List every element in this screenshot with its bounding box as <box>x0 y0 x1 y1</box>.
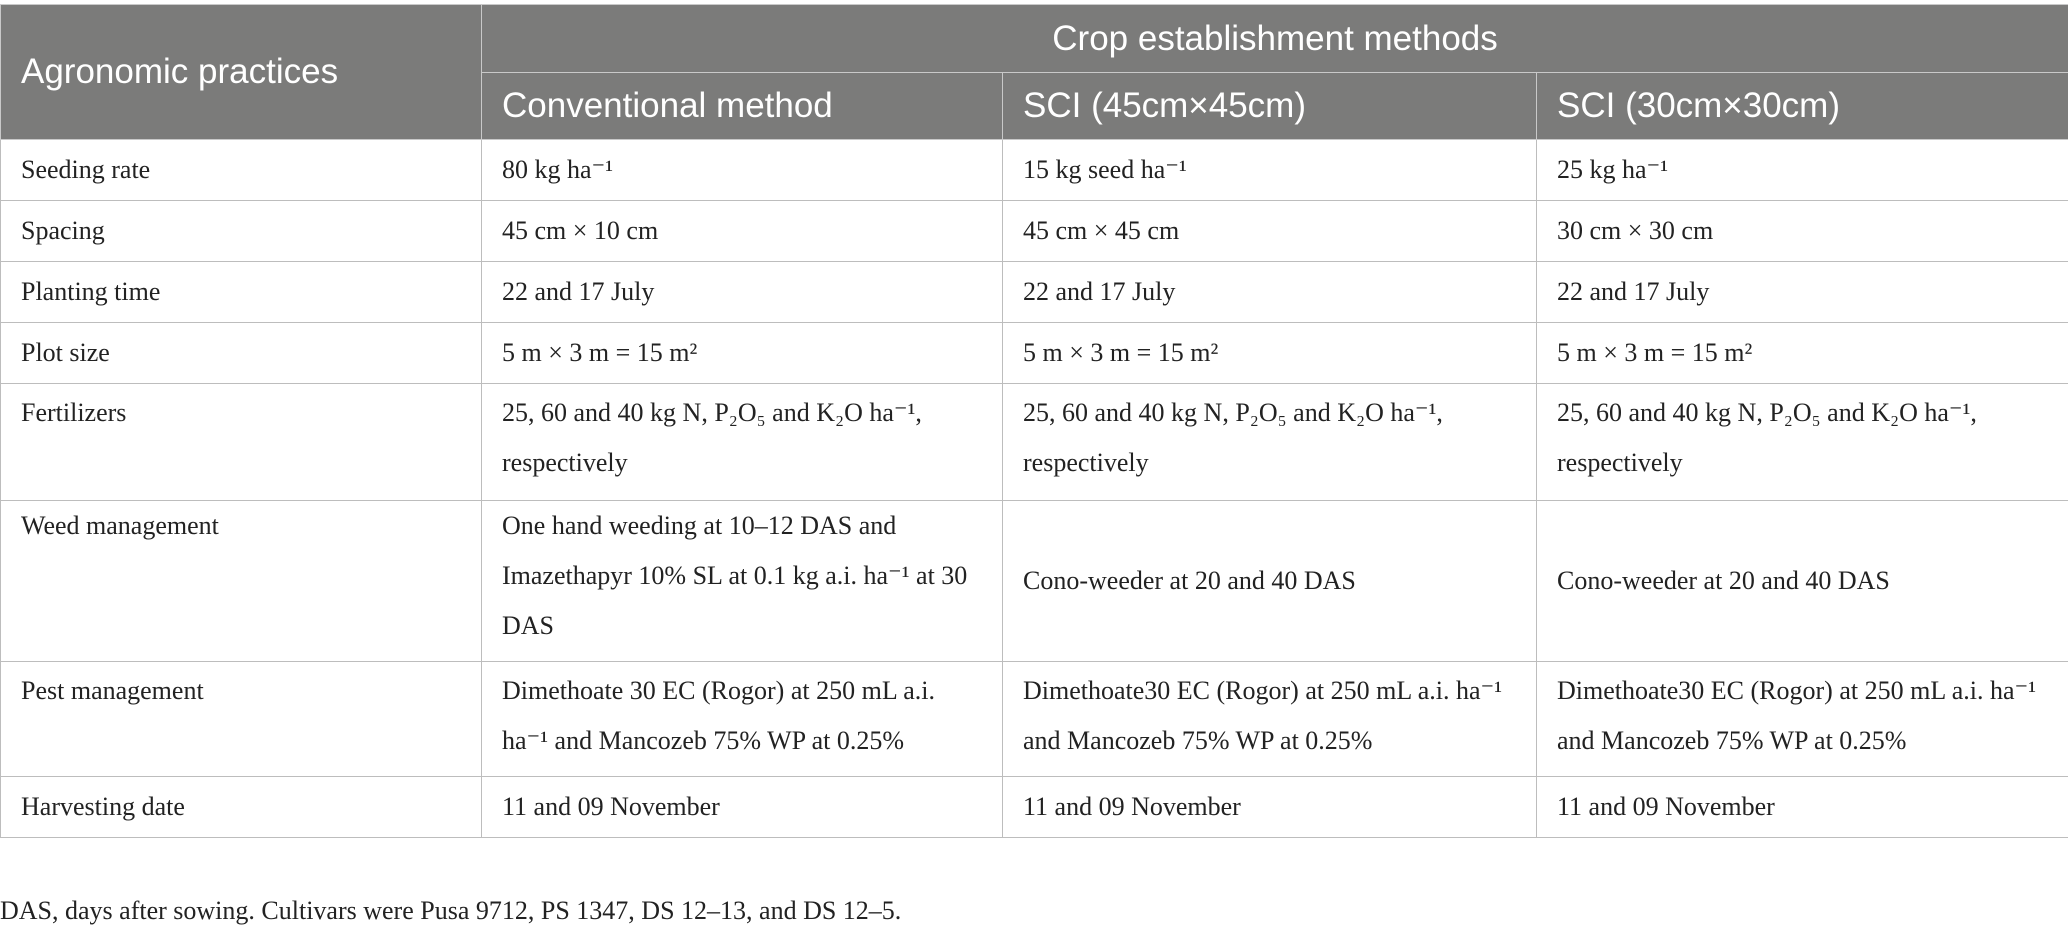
row-label: Fertilizers <box>1 384 482 501</box>
table-cell: 30 cm × 30 cm <box>1537 201 2068 262</box>
table-cell: 45 cm × 45 cm <box>1003 201 1537 262</box>
table-body <box>1 140 2068 838</box>
table-cell: 45 cm × 10 cm <box>482 201 1003 262</box>
row-label: Weed management <box>1 501 482 662</box>
table-cell: Cono-weeder at 20 and 40 DAS <box>1003 501 1537 662</box>
table-cell: 5 m × 3 m = 15 m² <box>482 323 1003 384</box>
table-cell: 5 m × 3 m = 15 m² <box>1003 323 1537 384</box>
table-cell: 5 m × 3 m = 15 m² <box>1537 323 2068 384</box>
table-row <box>1 140 2068 201</box>
table-footnote: DAS, days after sowing. Cultivars were Pusa 9712, PS 1347, DS 12–13, and DS 12–5. <box>0 896 902 925</box>
row-label: Planting time <box>1 262 482 323</box>
table-cell: 22 and 17 July <box>1537 262 2068 323</box>
row-label: Harvesting date <box>1 777 482 838</box>
table-row <box>1 662 2068 777</box>
table-cell: One hand weeding at 10–12 DAS and Imazethapyr 10% SL at 0.1 kg a.i. ha⁻¹ at 30 DAS <box>482 501 1003 662</box>
table-cell: 80 kg ha⁻¹ <box>482 140 1003 201</box>
table-row <box>1 262 2068 323</box>
row-label: Plot size <box>1 323 482 384</box>
table-row <box>1 201 2068 262</box>
header-col-sci-30: SCI (30cm×30cm) <box>1537 73 2068 140</box>
table-row <box>1 777 2068 838</box>
table-row <box>1 384 2068 501</box>
table-cell: 11 and 09 November <box>1537 777 2068 838</box>
header-col-sci-45: SCI (45cm×45cm) <box>1003 73 1537 140</box>
table-cell: 25, 60 and 40 kg N, P₂O₅ and K₂O ha⁻¹, respectively <box>1537 384 2068 501</box>
row-label: Pest management <box>1 662 482 777</box>
table-cell: 22 and 17 July <box>1003 262 1537 323</box>
table-cell: 11 and 09 November <box>482 777 1003 838</box>
table-cell: Dimethoate 30 EC (Rogor) at 250 mL a.i. ha⁻¹ and Mancozeb 75% WP at 0.25% <box>482 662 1003 777</box>
header-group: Crop establishment methods <box>482 5 2068 73</box>
table-header <box>1 5 2068 140</box>
table-cell: 15 kg seed ha⁻¹ <box>1003 140 1537 201</box>
row-label: Spacing <box>1 201 482 262</box>
table-row <box>1 501 2068 662</box>
table-row <box>1 323 2068 384</box>
row-label: Seeding rate <box>1 140 482 201</box>
table-cell: 25 kg ha⁻¹ <box>1537 140 2068 201</box>
table-cell: Cono-weeder at 20 and 40 DAS <box>1537 501 2068 662</box>
table-cell: Dimethoate30 EC (Rogor) at 250 mL a.i. ha⁻¹ and Mancozeb 75% WP at 0.25% <box>1537 662 2068 777</box>
header-row-label: Agronomic practices <box>1 5 482 140</box>
header-row-1 <box>1 5 2068 73</box>
table-cell: 22 and 17 July <box>482 262 1003 323</box>
table-cell: 25, 60 and 40 kg N, P₂O₅ and K₂O ha⁻¹, respectively <box>482 384 1003 501</box>
table-cell: Dimethoate30 EC (Rogor) at 250 mL a.i. ha⁻¹ and Mancozeb 75% WP at 0.25% <box>1003 662 1537 777</box>
agronomic-practices-table <box>0 4 2068 838</box>
header-col-conventional: Conventional method <box>482 73 1003 140</box>
table-cell: 11 and 09 November <box>1003 777 1537 838</box>
table-cell: 25, 60 and 40 kg N, P₂O₅ and K₂O ha⁻¹, respectively <box>1003 384 1537 501</box>
